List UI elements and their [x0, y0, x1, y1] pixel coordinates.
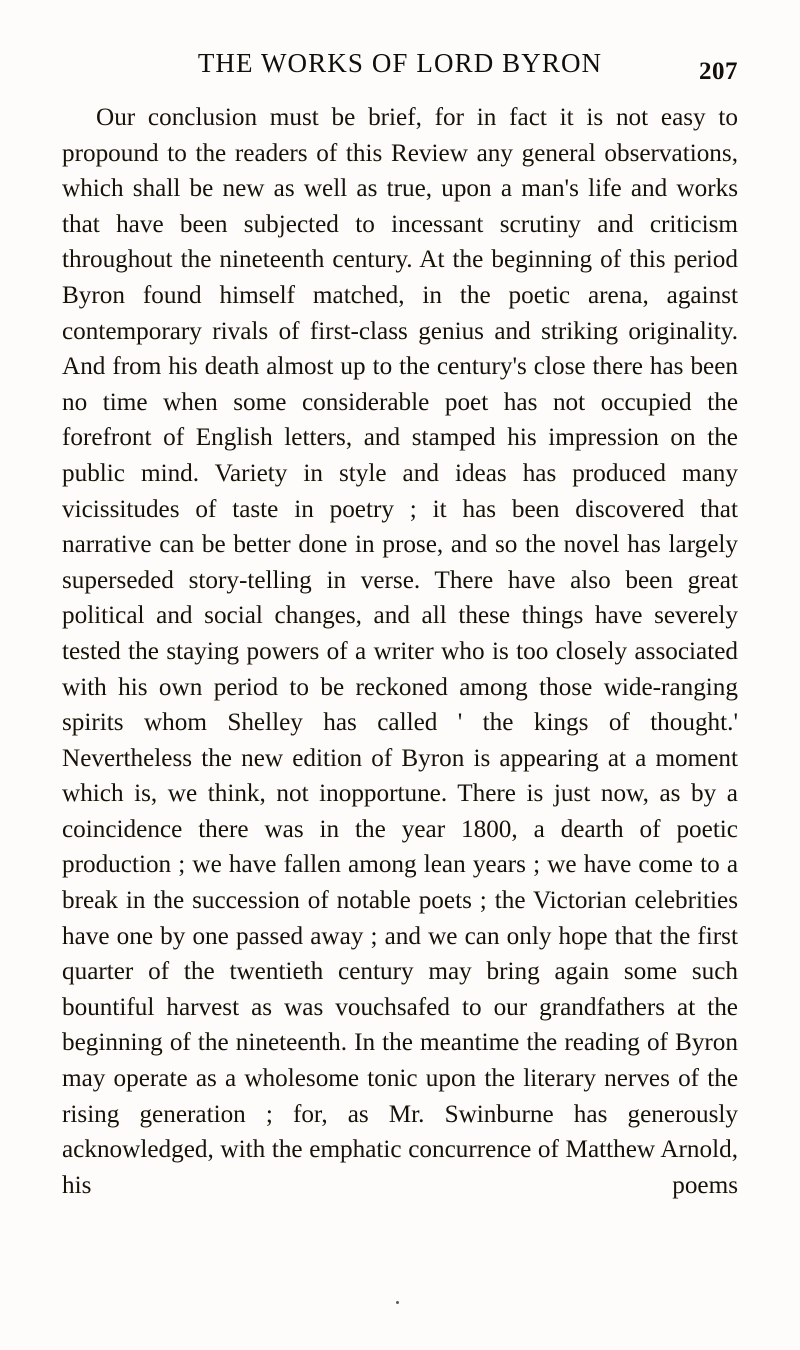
page-number: 207 [699, 58, 738, 85]
running-head [62, 48, 738, 88]
running-head-title: THE WORKS OF LORD BYRON [197, 48, 603, 78]
body-text [62, 100, 738, 1239]
page-footer-mark [396, 1301, 399, 1304]
page-content [62, 48, 738, 1239]
paragraph: Our conclusion must be brief, for in fact it is not easy to propound to the readers of this Review any general observations, which shall be new as well as true, upon a man's life and works that have been subjected to incessant scrutiny and criticism throughout the nineteenth century. At the beginning of this period Byron found himself matched, in the poetic arena, against contemporary rivals of first-class genius and striking originality. And from his death almost up to the century's close there has been no time when some considerable poet has not occupied the forefront of English letters, and stamped his impression on the public mind. Variety in style and ideas has produced many vicissitudes of taste in poetry ; it has been discovered that narrative can be better done in prose, and so the novel has largely superseded story-telling in verse. There have also been great political and social changes, and all these things have severely tested the staying powers of a writer who is too closely associated with his own period to be reckoned among those wide-ranging spirits whom Shelley has called ' the kings of thought.' Nevertheless the new edition of Byron is appearing at a moment which is, we think, not inopportune. There is just now, as by a coincidence there was in the year 1800, a dearth of poetic production ; we have fallen among lean years ; we have come to a break in the succession of notable poets ; the Victorian celebrities have one by one passed away ; and we can only hope that the first quarter of the twentieth century may bring again some such bountiful harvest as was vouchsafed to our grandfathers at the beginning of the nineteenth. In the meantime the reading of Byron may operate as a wholesome tonic upon the literary nerves of the rising generation ; for, as Mr. Swinburne has generously acknowledged, with the emphatic concurrence of Matthew Arnold, his poems [62, 104, 738, 1199]
